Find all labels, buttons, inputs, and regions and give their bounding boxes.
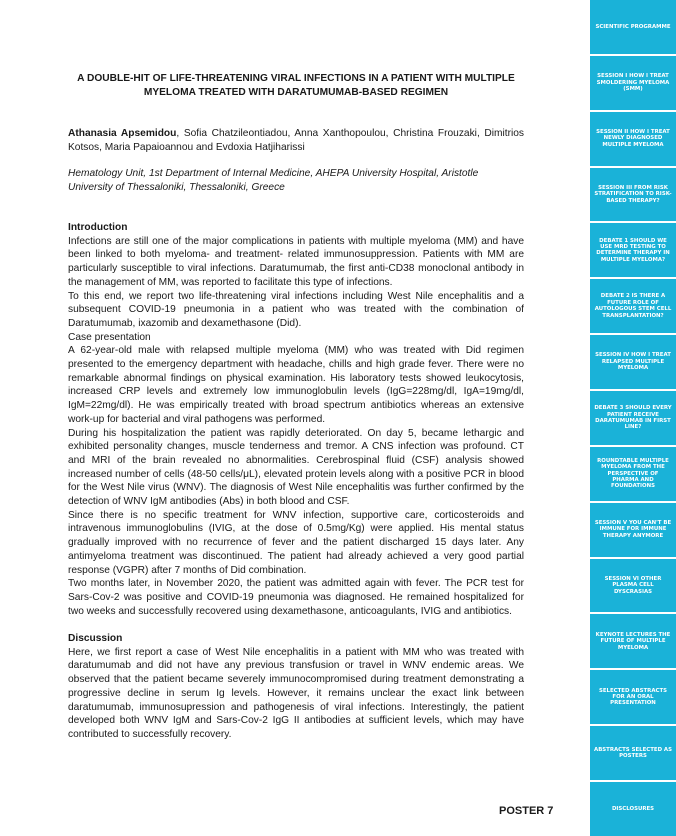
- case-paragraph-3: Since there is no specific treatment for WNV infection, supportive care, corticosteroids and intravenous immunoglobulins (IVIG, at the dose of 0.5mg/Kg) were applied. His mental status gradually improved with no recurrence of fever and the patient discharged 15 days later. Any antimyeloma treatment was discontinued. The patient had already achieved a very good partial response (VGPR) after 7 months of Did combination.: [68, 509, 524, 576]
- section-spacer: [68, 618, 524, 632]
- case-paragraph-2: During his hospitalization the patient was rapidly deteriorated. On day 5, became lethargic and exhibited personality changes, muscle tenderness and tremor. A CNS infection was profound. CT and MRI of the brain revealed no abnormalities. Cerebrospinal fluid (CSF) analysis showed increased number of cells (48-50 cells/μL), elevated protein levels along with a positive PCR in blood for the West Nile virus (WNV). The diagnosis of West Nile encephalitis was further confirmed by the detection of WNV IgM antibodies (Abs) in both blood and CSF.: [68, 427, 524, 508]
- sidebar-item-abstracts-posters[interactable]: ABSTRACTS SELECTED AS POSTERS: [590, 726, 676, 780]
- sidebar-item-keynote-lectures[interactable]: KEYNOTE LECTURES THE FUTURE OF MULTIPLE MYELOMA: [590, 614, 676, 668]
- sidebar-item-selected-abstracts-oral[interactable]: SELECTED ABSTRACTS FOR AN ORAL PRESENTATION: [590, 670, 676, 724]
- sidebar-item-session-4[interactable]: SESSION IV HOW I TREAT RELAPSED MULTIPLE MYELOMA: [590, 335, 676, 389]
- introduction-heading: Introduction: [68, 222, 128, 233]
- sidebar-item-roundtable[interactable]: ROUNDTABLE MULTIPLE MYELOMA FROM THE PERSPECTIVE OF PHARMA AND FOUNDATIONS: [590, 447, 676, 501]
- sidebar-item-session-2[interactable]: SESSION II HOW I TREAT NEWLY DIAGNOSED MULTIPLE MYELOMA: [590, 112, 676, 166]
- sidebar-item-scientific-programme[interactable]: SCIENTIFIC PROGRAMME: [590, 0, 676, 54]
- lead-author: Athanasia Apsemidou: [68, 128, 177, 139]
- sidebar-item-session-6[interactable]: SESSION VI OTHER PLASMA CELL DYSCRASIAS: [590, 559, 676, 613]
- case-paragraph-1: A 62-year-old male with relapsed multiple myeloma (MM) who was treated with Did regimen presented to the emergency department with headache, chills and high grade fever. There were no remarkable abnormal findings on physical examination. His laboratory tests showed leukocytosis, increased CRP levels and extremely low immunoglobulin levels (IgG=228mg/dl, IgA=19mg/dl, IgM=22mg/dl). He was empirically treated with broad spectrum antibiotics whereas an extensive work-up for bacterial and viral pathogens was performed.: [68, 345, 524, 425]
- abstract-body: [68, 221, 524, 742]
- case-heading: Case presentation: [68, 331, 151, 343]
- poster-number-label: POSTER 7: [499, 805, 554, 817]
- introduction-paragraph-1: Infections are still one of the major complications in patients with multiple myeloma (MM) and have been linked to both myeloma- and treatment- related immunosuppression. Patients with MM are particularly susceptible to viral infections. Daratumumab, the first anti-CD38 monoclonal antibody in the management of MM, was reported to facilitate this type of infections.: [68, 235, 524, 288]
- co-authors: , Sofia Chatzileontiadou, Anna Xanthopoulou, Christina Frouzaki, Dimitrios Kotsos, Maria Papaioannou and Evdoxia Hatjiharissi: [68, 128, 524, 153]
- discussion-paragraph-1: Here, we first report a case of West Nile encephalitis in a patient with MM who was treated with daratumumab and did not have any previous transfusion or travel in WNV endemic areas. We observed that the patient became severely immunocompromised during treatment demonstrating a progressive decline in serum Ig levels. However, it remains unclear the exact link between daratumumab, immunosupression and pathogenesis of viral infections. Interestingly, the patient developed both WNV IgM and Sars-Cov-2 IgG II antibodies at sufficient levels, which may have contributed to successfully recovery.: [68, 646, 524, 740]
- case-paragraph-4: Two months later, in November 2020, the patient was admitted again with fever. The PCR test for Sars-Cov-2 was positive and COVID-19 pneumonia was diagnosed. He remained hospitalized for two weeks and successfully recovered using dexamethasone, anticoagulants, IVIG and antibiotics.: [68, 578, 524, 617]
- sidebar-item-session-5[interactable]: SESSION V YOU CAN'T BE IMMUNE FOR IMMUNE THERAPY ANYMORE: [590, 503, 676, 557]
- abstract-title: A DOUBLE-HIT OF LIFE-THREATENING VIRAL INFECTIONS IN A PATIENT WITH MULTIPLE MYELOMA TREATED WITH DARATUMUMAB-BASED REGIMEN: [77, 73, 515, 98]
- sidebar-navigation: [590, 0, 676, 836]
- sidebar-item-debate-2[interactable]: DEBATE 2 IS THERE A FUTURE ROLE OF AUTOLOGOUS STEM CELL TRANSPLANTATION?: [590, 279, 676, 333]
- sidebar-item-debate-1[interactable]: DEBATE 1 SHOULD WE USE MRD TESTING TO DETERMINE THERAPY IN MULTIPLE MYELOMA?: [590, 223, 676, 277]
- sidebar-item-disclosures[interactable]: DISCLOSURES: [590, 782, 676, 836]
- sidebar-item-session-3[interactable]: SESSION III FROM RISK STRATIFICATION TO RISK-BASED THERAPY?: [590, 168, 676, 222]
- sidebar-item-debate-3[interactable]: DEBATE 3 SHOULD EVERY PATIENT RECEIVE DARATUMUMAB IN FIRST LINE?: [590, 391, 676, 445]
- sidebar-item-session-1[interactable]: SESSION I HOW I TREAT SMOLDERING MYELOMA (SMM): [590, 56, 676, 110]
- author-list: [68, 127, 524, 155]
- discussion-heading: Discussion: [68, 633, 123, 645]
- affiliation: Hematology Unit, 1st Department of Internal Medicine, AHEPA University Hospital, Aristotle University of Thessaloniki, Thessaloniki, Greece: [68, 168, 479, 193]
- introduction-paragraph-2: To this end, we report two life-threatening viral infections including West Nile encephalitis and a subsequent COVID-19 pneumonia in a patient who was treated with the combination of Daratumumab, ixazomib and dexamethasone (Did).: [68, 290, 524, 329]
